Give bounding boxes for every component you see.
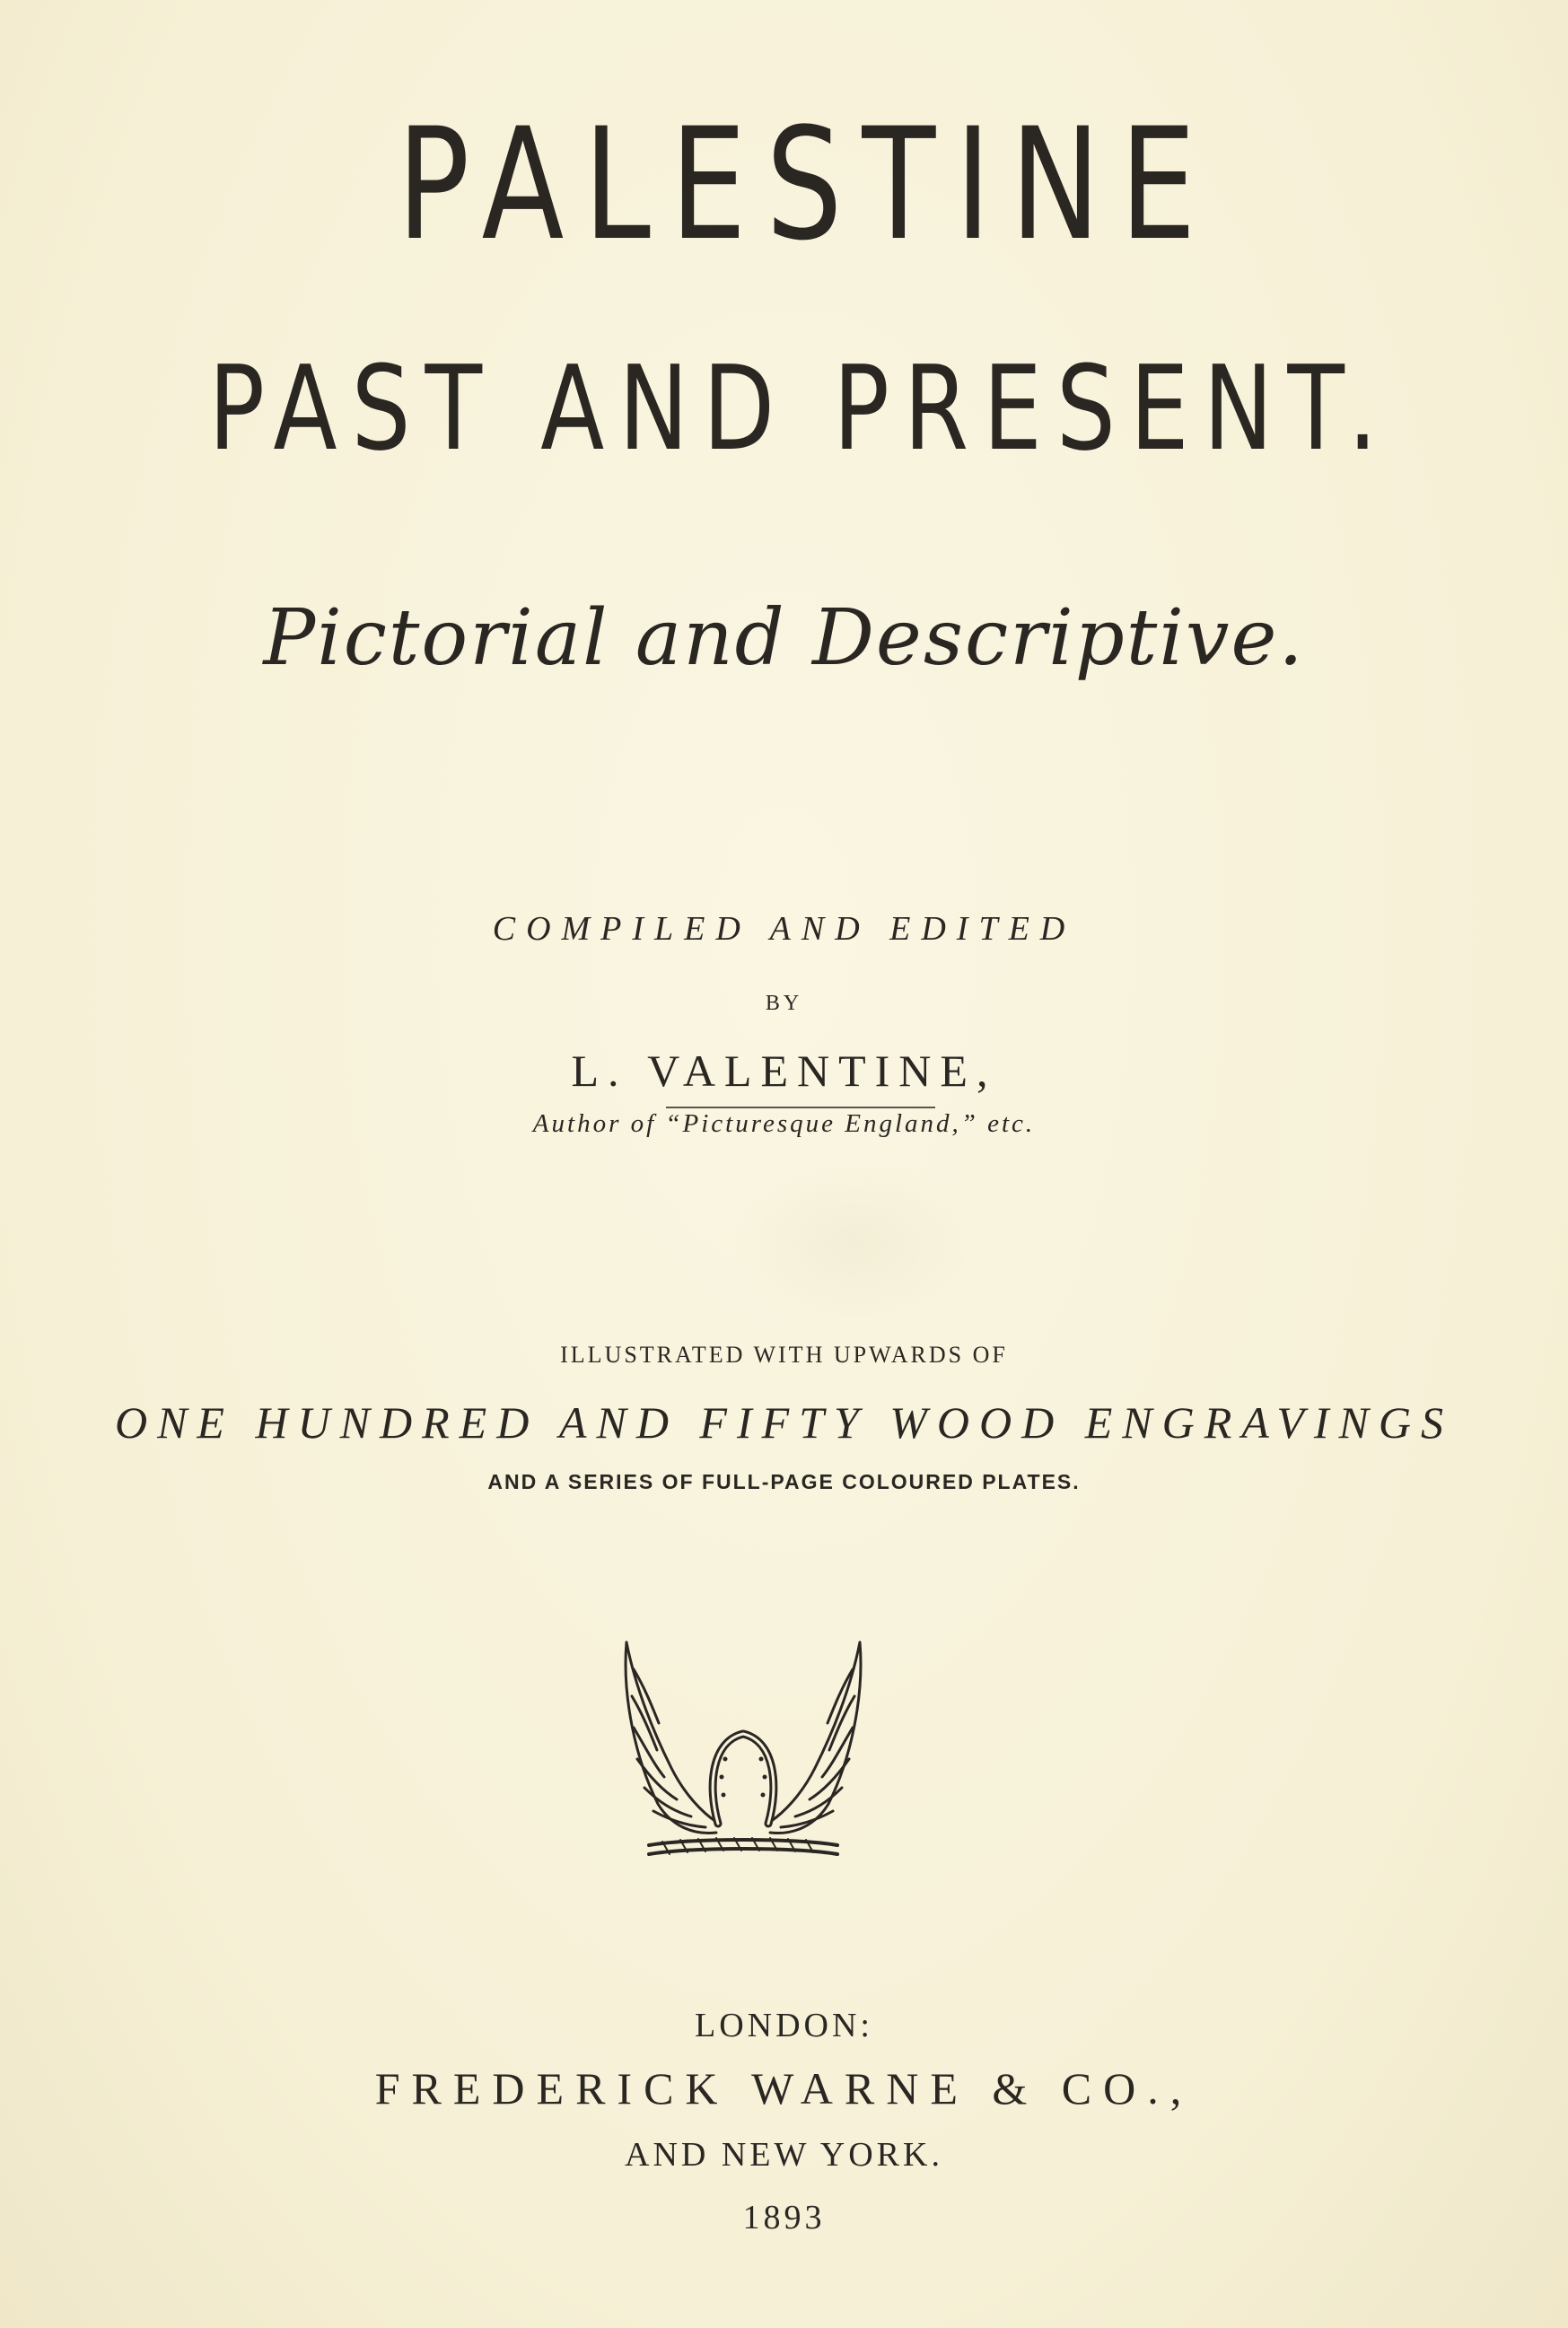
wood-engravings-count: ONE HUNDRED AND FIFTY WOOD ENGRAVINGS — [114, 1397, 1454, 1448]
coloured-plates: AND A SERIES OF FULL-PAGE COLOURED PLATES. — [487, 1470, 1081, 1493]
book-title-line-2: PAST AND PRESENT. — [208, 340, 1392, 477]
publisher-name: FREDERICK WARNE & CO., — [374, 2063, 1194, 2114]
publication-year: 1893 — [742, 2199, 826, 2236]
book-title-line-1: PALESTINE — [397, 94, 1216, 275]
author-name: L. VALENTINE, — [571, 1046, 997, 1096]
faint-library-stamp — [729, 1158, 980, 1328]
book-subtitle: Pictorial and Descriptive. — [263, 593, 1305, 683]
winged-horseshoe-icon — [618, 1633, 869, 1867]
author-underline — [666, 1107, 935, 1108]
imprint-city: LONDON: — [695, 2007, 873, 2044]
compiled-and-edited: COMPILED AND EDITED — [492, 910, 1076, 948]
illustrated-with: ILLUSTRATED WITH UPWARDS OF — [560, 1342, 1008, 1368]
imprint-second-city: AND NEW YORK. — [625, 2136, 943, 2174]
by-label: BY — [765, 992, 803, 1015]
author-credentials: Author of “Picturesque England,” etc. — [532, 1109, 1036, 1138]
